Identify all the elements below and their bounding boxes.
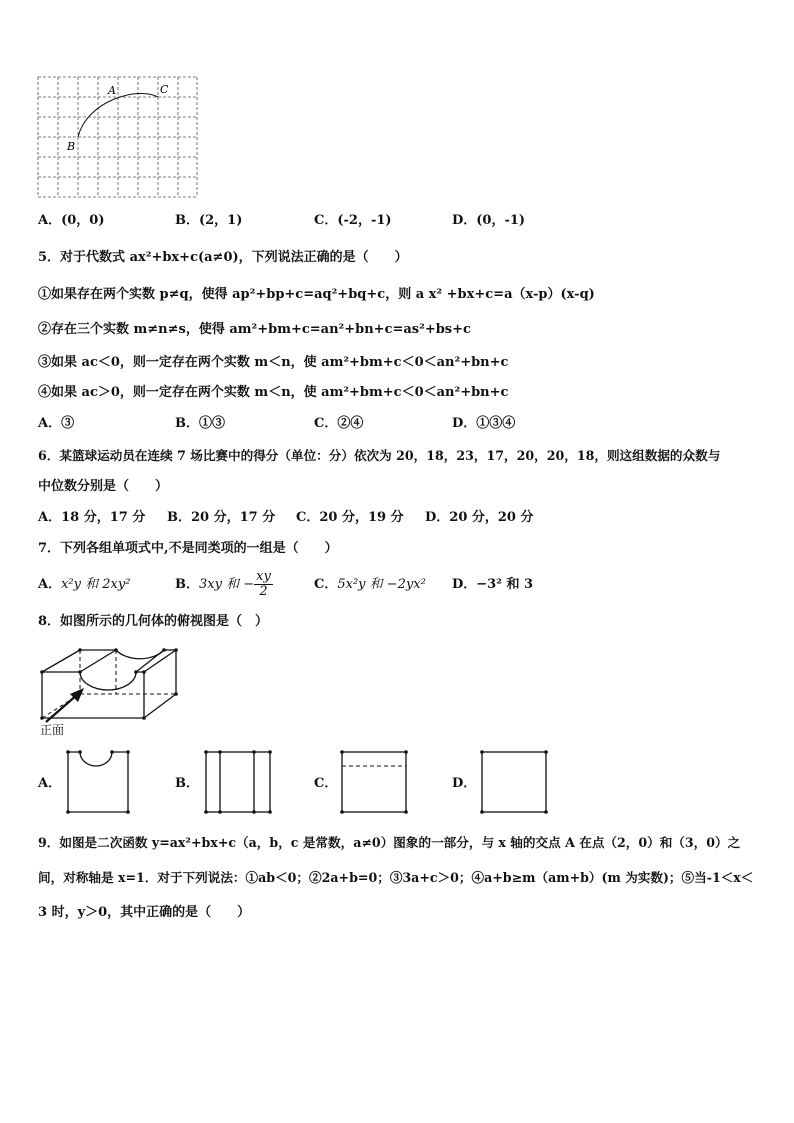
q7-option-d-expr: −3² 和 3 (476, 577, 534, 592)
q6-option-a[interactable]: A．18 分，17 分 (38, 510, 146, 525)
label-a: A (108, 84, 116, 97)
q8-option-c-figure[interactable] (338, 748, 410, 816)
q6-option-c[interactable]: C．20 分，19 分 (296, 510, 404, 525)
q7-option-b-expr: 3xy 和 − (199, 577, 255, 592)
q8-option-b-label[interactable]: B． (175, 776, 199, 791)
q7-option-a-expr: x²y 和 2xy² (61, 577, 131, 592)
q5-option-b[interactable]: B．①③ (175, 416, 225, 431)
q7-option-a-label: A． (38, 577, 62, 592)
q5-statement-1: ①如果存在两个实数 p≠q，使得 ap²+bp+c=aq²+bq+c，则 a x² +bx+c=a（x-p）(x-q) (38, 287, 595, 302)
q5-statement-3: ③如果 ac＜0，则一定存在两个实数 m＜n，使 am²+bm+c＜0＜an²+bn+c (38, 355, 509, 370)
q7-fraction-denominator: 2 (259, 584, 268, 599)
q4-option-d[interactable]: D．(0，-1) (452, 213, 526, 228)
q7-option-d[interactable] (452, 577, 533, 593)
q7-option-b-fraction (254, 570, 273, 599)
q7-option-c-label: C． (314, 577, 338, 592)
q7-fraction-numerator: xy (256, 569, 271, 584)
q5-statement-4: ④如果 ac＞0，则一定存在两个实数 m＜n，使 am²+bm+c＜0＜an²+bn+c (38, 385, 509, 400)
q5-option-c[interactable]: C．②④ (314, 416, 364, 431)
q4-option-c[interactable]: C．(-2，-1) (314, 213, 392, 228)
q7-option-b[interactable] (175, 570, 273, 599)
q8-option-a-label[interactable]: A． (38, 776, 62, 791)
q9-stem-line-1: 9．如图是二次函数 y=ax²+bx+c（a，b，c 是常数，a≠0）图象的一部分，与 x 轴的交点 A 在点（2，0）和（3，0）之 (38, 835, 741, 850)
q6-option-d[interactable]: D．20 分，20 分 (425, 510, 534, 525)
label-c: C (160, 83, 169, 96)
q5-option-d[interactable]: D．①③④ (452, 416, 516, 431)
q7-option-c[interactable] (314, 577, 426, 593)
q9-stem-line-3: 3 时，y＞0，其中正确的是（ ） (38, 905, 251, 920)
grid-figure (37, 76, 201, 200)
q6-stem-line-2: 中位数分别是（ ） (38, 479, 169, 494)
q7-option-b-label: B． (175, 577, 199, 592)
q6-option-b[interactable]: B．20 分，17 分 (167, 510, 276, 525)
q8-option-d-label[interactable]: D． (452, 776, 477, 791)
q7-stem: 7．下列各组单项式中,不是同类项的一组是（ ） (38, 541, 338, 556)
q7-option-a[interactable] (38, 577, 130, 593)
q8-option-b-figure[interactable] (202, 748, 274, 816)
q8-option-a-figure[interactable] (64, 748, 132, 816)
q4-option-a[interactable]: A．(0，0) (38, 213, 105, 228)
front-label: 正面 (40, 723, 65, 737)
q8-stem: 8．如图所示的几何体的俯视图是（ ） (38, 614, 269, 629)
q7-option-d-label: D． (452, 577, 477, 592)
q5-stem: 5．对于代数式 ax²+bx+c(a≠0)，下列说法正确的是（ ） (38, 250, 408, 265)
q6-stem-line-1: 6．某篮球运动员在连续 7 场比赛中的得分（单位：分）依次为 20，18，23，17，20，20，18，则这组数据的众数与 (38, 448, 721, 463)
q8-option-c-label[interactable]: C． (314, 776, 338, 791)
q5-statement-2: ②存在三个实数 m≠n≠s，使得 am²+bm+c=an²+bn+c=as²+bs+c (38, 322, 471, 337)
q5-option-a[interactable]: A．③ (38, 416, 75, 431)
q4-option-b[interactable]: B．(2，1) (175, 213, 243, 228)
q7-option-c-expr: 5x²y 和 −2yx² (337, 577, 426, 592)
label-b: B (67, 140, 76, 153)
q9-stem-line-2: 间，对称轴是 x=1．对于下列说法：①ab＜0；②2a+b=0；③3a+c＞0；④a+b≥m（am+b）(m 为实数)；⑤当-1＜x＜ (38, 870, 754, 885)
q8-option-d-figure[interactable] (478, 748, 550, 816)
